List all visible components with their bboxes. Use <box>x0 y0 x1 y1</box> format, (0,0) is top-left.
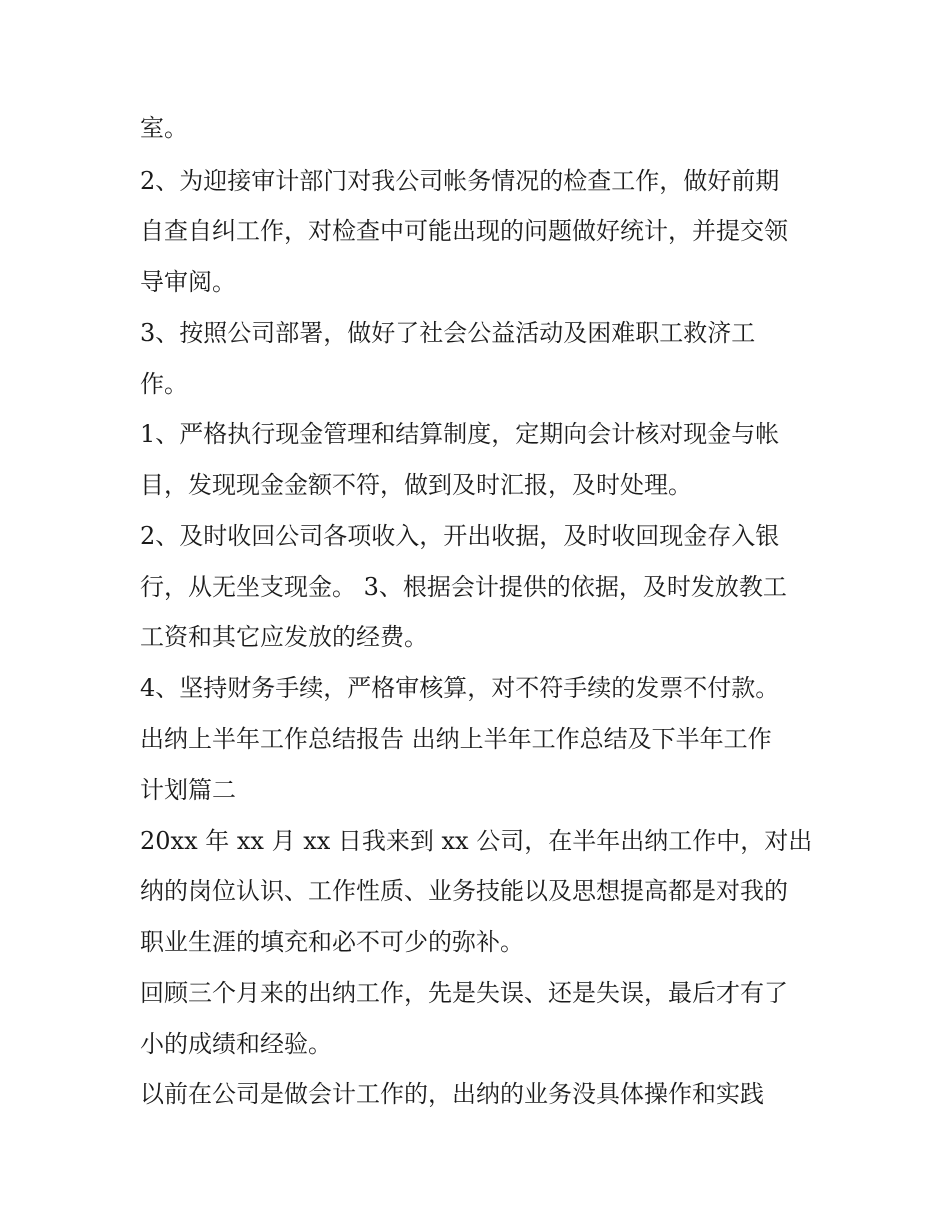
text-line: 行，从无坐支现金。 3、根据会计提供的依据，及时发放教工 <box>140 573 787 601</box>
text-line: 2、及时收回公司各项收入，开出收据，及时收回现金存入银 <box>140 522 780 550</box>
text-line: 目，发现现金金额不符，做到及时汇报，及时处理。 <box>140 471 692 499</box>
text-line: 小的成绩和经验。 <box>140 1030 332 1058</box>
text-line: 计划篇二 <box>140 776 236 804</box>
text-line: 作。 <box>140 370 188 398</box>
text-line: 4、坚持财务手续，严格审核算，对不符手续的发票不付款。 <box>140 674 780 702</box>
text-line: 20xx 年 xx 月 xx 日我来到 xx 公司，在半年出纳工作中，对出 <box>140 827 813 855</box>
text-line: 工资和其它应发放的经费。 <box>140 623 428 651</box>
text-line: 出纳上半年工作总结报告 出纳上半年工作总结及下半年工作 <box>140 725 772 753</box>
text-line: 室。 <box>140 114 188 142</box>
text-line: 自查自纠工作，对检查中可能出现的问题做好统计，并提交领 <box>140 217 788 245</box>
text-line: 以前在公司是做会计工作的，出纳的业务没具体操作和实践 <box>140 1080 764 1108</box>
text-line: 3、按照公司部署，做好了社会公益活动及困难职工救济工 <box>140 319 756 347</box>
text-line: 导审阅。 <box>140 268 236 296</box>
text-line: 2、为迎接审计部门对我公司帐务情况的检查工作，做好前期 <box>140 167 780 195</box>
text-line: 回顾三个月来的出纳工作，先是失误、还是失误，最后才有了 <box>140 979 788 1007</box>
text-line: 职业生涯的填充和必不可少的弥补。 <box>140 928 524 956</box>
text-line: 纳的岗位认识、工作性质、业务技能以及思想提高都是对我的 <box>140 877 788 905</box>
text-line: 1、严格执行现金管理和结算制度，定期向会计核对现金与帐 <box>140 420 780 448</box>
